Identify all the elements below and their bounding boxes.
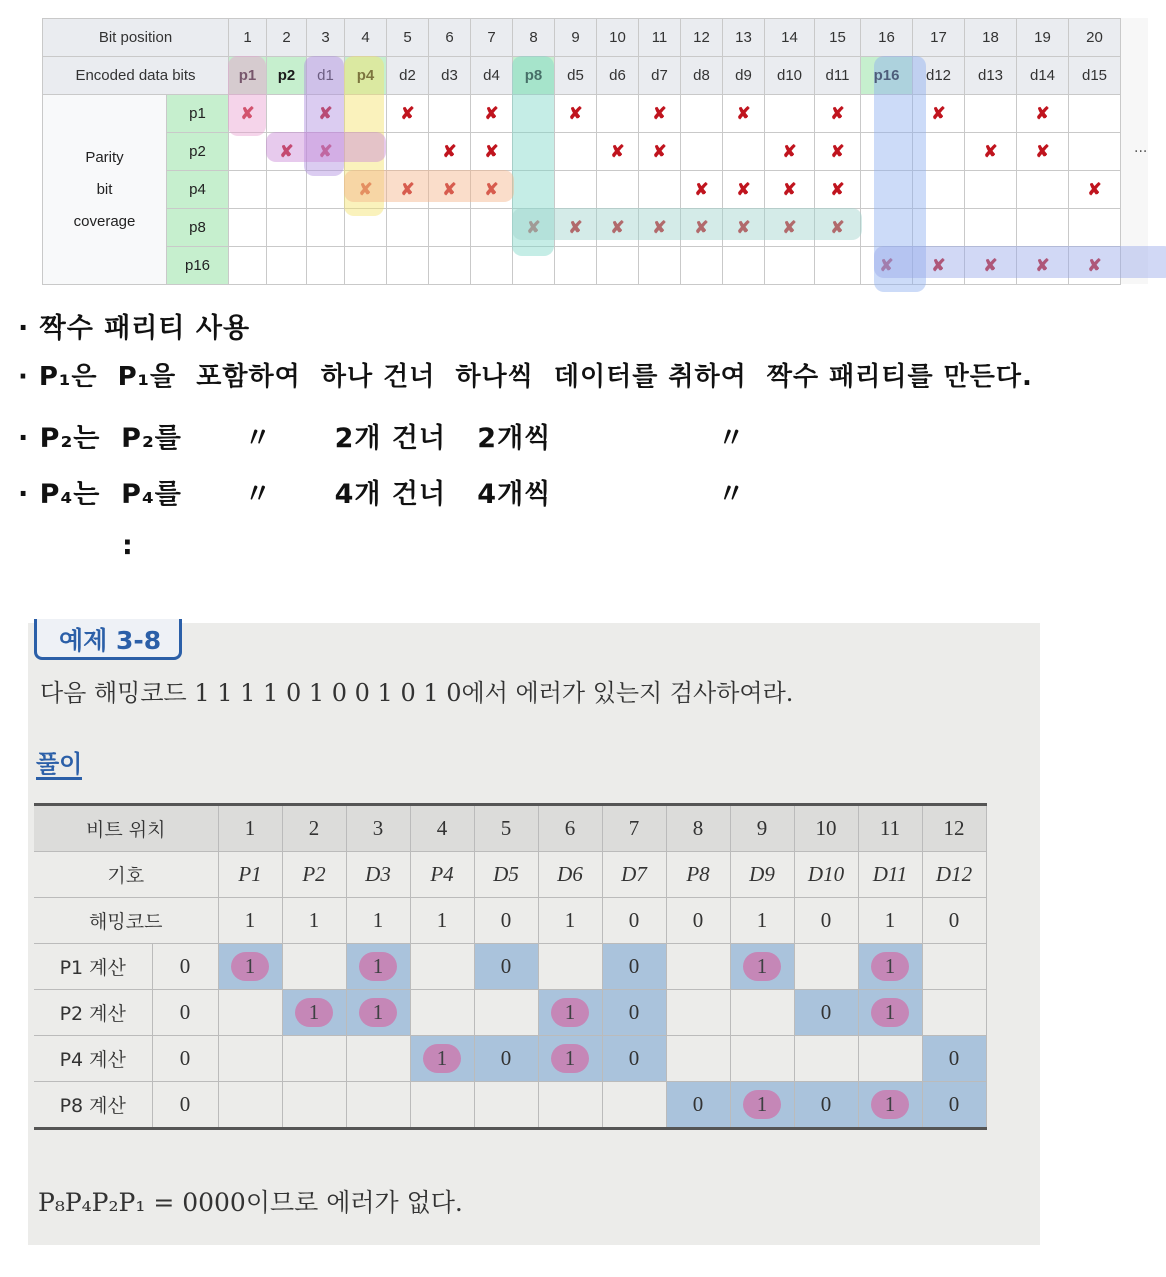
calc-cell: 0 xyxy=(474,944,538,990)
calc-cell: 0 xyxy=(602,1036,666,1082)
calc-cell xyxy=(218,944,282,990)
encoded-bit-cell: d1 xyxy=(307,57,345,95)
empty-cell xyxy=(861,209,913,247)
empty-cell xyxy=(861,133,913,171)
parity-row-label: p16 xyxy=(167,247,229,285)
empty-cell xyxy=(555,133,597,171)
empty-cell xyxy=(723,247,765,285)
bit-position-cell: 19 xyxy=(1017,19,1069,57)
bit-position-cell: 20 xyxy=(1069,19,1121,57)
empty-calc-cell xyxy=(282,1036,346,1082)
bit-position-cell: 13 xyxy=(723,19,765,57)
cross-mark-cell: ✘ xyxy=(429,133,471,171)
cross-mark-cell: ✘ xyxy=(765,171,815,209)
calc-cell xyxy=(346,944,410,990)
book-position-cell: 5 xyxy=(474,805,538,852)
empty-cell xyxy=(307,171,345,209)
bit-position-cell: 5 xyxy=(387,19,429,57)
book-position-cell: 7 xyxy=(602,805,666,852)
bit-position-label: Bit position xyxy=(43,19,229,57)
marked-one: 1 xyxy=(871,952,909,981)
marked-one: 1 xyxy=(743,952,781,981)
empty-calc-cell xyxy=(730,1036,794,1082)
example-title: 예제 3-8 xyxy=(34,619,182,660)
calc-cell: 0 xyxy=(922,1082,986,1129)
encoded-bit-cell: d2 xyxy=(387,57,429,95)
empty-calc-cell xyxy=(218,1082,282,1129)
calc-cell xyxy=(538,990,602,1036)
empty-cell xyxy=(345,95,387,133)
cross-mark-cell: ✘ xyxy=(681,209,723,247)
empty-cell xyxy=(387,133,429,171)
encoded-bit-cell: d10 xyxy=(765,57,815,95)
symbol-cell: P8 xyxy=(666,852,730,898)
cross-mark-cell: ✘ xyxy=(597,209,639,247)
book-position-cell: 9 xyxy=(730,805,794,852)
hamming-code-cell: 0 xyxy=(602,898,666,944)
empty-cell xyxy=(681,133,723,171)
solution-label: 풀이 xyxy=(36,750,83,778)
cross-mark-cell: ✘ xyxy=(1069,247,1121,285)
cross-mark-cell: ✘ xyxy=(471,133,513,171)
empty-cell xyxy=(307,209,345,247)
empty-cell xyxy=(555,171,597,209)
conclusion-text: P₈P₄P₂P₁ = 0000이므로 에러가 없다. xyxy=(38,1188,463,1217)
bit-position-cell: 17 xyxy=(913,19,965,57)
encoded-bit-cell: d3 xyxy=(429,57,471,95)
book-position-cell: 3 xyxy=(346,805,410,852)
cross-mark-cell: ✘ xyxy=(815,209,861,247)
marked-one: 1 xyxy=(871,1090,909,1119)
calc-cell xyxy=(858,1082,922,1129)
marked-one: 1 xyxy=(551,998,589,1027)
empty-calc-cell xyxy=(410,990,474,1036)
calc-row-label: P4 계산 xyxy=(34,1036,152,1082)
cross-mark-cell: ✘ xyxy=(1017,247,1069,285)
empty-cell xyxy=(1017,209,1069,247)
empty-calc-cell xyxy=(410,1082,474,1129)
empty-calc-cell xyxy=(474,990,538,1036)
bit-position-cell: 1 xyxy=(229,19,267,57)
parity-row-label: p1 xyxy=(167,95,229,133)
symbol-cell: P2 xyxy=(282,852,346,898)
empty-calc-cell xyxy=(346,1082,410,1129)
empty-calc-cell xyxy=(282,944,346,990)
note-line-1: · 짝수 패리티 사용 xyxy=(18,313,251,344)
calc-cell xyxy=(730,944,794,990)
calc-cell xyxy=(538,1036,602,1082)
cross-mark-cell: ✘ xyxy=(1069,171,1121,209)
symbol-cell: D6 xyxy=(538,852,602,898)
book-position-cell: 8 xyxy=(666,805,730,852)
empty-cell xyxy=(513,95,555,133)
encoded-bit-cell: d8 xyxy=(681,57,723,95)
symbol-cell: P1 xyxy=(218,852,282,898)
empty-calc-cell xyxy=(282,1082,346,1129)
symbol-cell: D5 xyxy=(474,852,538,898)
empty-calc-cell xyxy=(794,1036,858,1082)
note-line-3: · P₂는 P₂를 〃 2개 건너 2개씩 〃 xyxy=(18,423,746,454)
cross-mark-cell: ✘ xyxy=(307,133,345,171)
marked-one: 1 xyxy=(231,952,269,981)
empty-calc-cell xyxy=(346,1036,410,1082)
empty-cell xyxy=(229,133,267,171)
empty-cell xyxy=(1069,209,1121,247)
empty-cell xyxy=(267,171,307,209)
cross-mark-cell: ✘ xyxy=(913,95,965,133)
cross-mark-cell: ✘ xyxy=(471,171,513,209)
empty-cell xyxy=(765,95,815,133)
empty-calc-cell xyxy=(538,1082,602,1129)
cross-mark-cell: ✘ xyxy=(723,209,765,247)
cross-mark-cell: ✘ xyxy=(765,209,815,247)
calc-row-result: 0 xyxy=(152,1082,218,1129)
cross-mark-cell: ✘ xyxy=(387,95,429,133)
encoded-bit-cell: p8 xyxy=(513,57,555,95)
cross-mark-cell: ✘ xyxy=(471,95,513,133)
cross-mark-cell: ✘ xyxy=(555,95,597,133)
hamming-code-label: 해밍코드 xyxy=(34,898,218,944)
example-problem: 다음 해밍코드 1 1 1 1 0 1 0 0 1 0 1 0에서 에러가 있는지 검사하여라. xyxy=(40,679,794,707)
encoded-bit-cell: p4 xyxy=(345,57,387,95)
parity-row-label: p4 xyxy=(167,171,229,209)
calc-cell: 0 xyxy=(794,1082,858,1129)
symbol-cell: D7 xyxy=(602,852,666,898)
empty-cell xyxy=(513,171,555,209)
cross-mark-cell: ✘ xyxy=(723,95,765,133)
empty-cell xyxy=(861,171,913,209)
encoded-bit-cell: d5 xyxy=(555,57,597,95)
parity-row-label: p8 xyxy=(167,209,229,247)
calc-cell xyxy=(410,1036,474,1082)
calc-row-result: 0 xyxy=(152,944,218,990)
empty-cell xyxy=(267,209,307,247)
calc-cell xyxy=(858,944,922,990)
empty-cell xyxy=(387,209,429,247)
marked-one: 1 xyxy=(743,1090,781,1119)
cross-mark-cell: ✘ xyxy=(965,247,1017,285)
empty-cell xyxy=(229,171,267,209)
encoded-data-label: Encoded data bits xyxy=(43,57,229,95)
calc-cell: 0 xyxy=(602,944,666,990)
hamming-code-cell: 1 xyxy=(730,898,794,944)
empty-cell xyxy=(387,247,429,285)
encoded-bit-cell: d14 xyxy=(1017,57,1069,95)
calc-cell xyxy=(730,1082,794,1129)
empty-calc-cell xyxy=(730,990,794,1036)
symbol-cell: D11 xyxy=(858,852,922,898)
calc-cell: 0 xyxy=(474,1036,538,1082)
marked-one: 1 xyxy=(359,998,397,1027)
symbol-cell: D10 xyxy=(794,852,858,898)
hamming-code-cell: 0 xyxy=(794,898,858,944)
cross-mark-cell: ✘ xyxy=(513,209,555,247)
encoded-bit-cell: p16 xyxy=(861,57,913,95)
coverage-table-panel xyxy=(42,18,1148,284)
calc-row-label: P8 계산 xyxy=(34,1082,152,1129)
note-line-4: · P₄는 P₄를 〃 4개 건너 4개씩 〃 xyxy=(18,479,746,510)
hamming-code-cell: 0 xyxy=(666,898,730,944)
calc-cell: 0 xyxy=(794,990,858,1036)
encoded-bit-cell: d11 xyxy=(815,57,861,95)
encoded-bit-cell: p2 xyxy=(267,57,307,95)
book-position-cell: 1 xyxy=(218,805,282,852)
empty-cell xyxy=(815,247,861,285)
cross-mark-cell: ✘ xyxy=(815,171,861,209)
bit-position-cell: 15 xyxy=(815,19,861,57)
textbook-photo xyxy=(28,623,1040,1245)
marked-one: 1 xyxy=(295,998,333,1027)
marked-one: 1 xyxy=(359,952,397,981)
empty-cell xyxy=(965,95,1017,133)
empty-cell xyxy=(429,209,471,247)
empty-cell xyxy=(555,247,597,285)
symbol-cell: P4 xyxy=(410,852,474,898)
hamming-check-table xyxy=(34,803,987,1130)
book-position-cell: 2 xyxy=(282,805,346,852)
encoded-bit-cell: d4 xyxy=(471,57,513,95)
marked-one: 1 xyxy=(871,998,909,1027)
encoded-bit-cell: p1 xyxy=(229,57,267,95)
cross-mark-cell: ✘ xyxy=(267,133,307,171)
hamming-code-cell: 1 xyxy=(346,898,410,944)
cross-mark-cell: ✘ xyxy=(681,171,723,209)
encoded-bit-cell: d6 xyxy=(597,57,639,95)
cross-mark-cell: ✘ xyxy=(815,133,861,171)
bit-position-cell: 6 xyxy=(429,19,471,57)
parity-coverage-group-label xyxy=(43,95,167,285)
calc-cell xyxy=(346,990,410,1036)
calc-cell xyxy=(282,990,346,1036)
group-label-line: Parity xyxy=(85,148,124,166)
cross-mark-cell: ✘ xyxy=(639,95,681,133)
encoded-bit-cell: d9 xyxy=(723,57,765,95)
cross-mark-cell: ✘ xyxy=(861,247,913,285)
empty-cell xyxy=(345,133,387,171)
empty-cell xyxy=(429,95,471,133)
book-position-cell: 10 xyxy=(794,805,858,852)
empty-cell xyxy=(267,95,307,133)
empty-cell xyxy=(639,171,681,209)
empty-cell xyxy=(965,209,1017,247)
marked-one: 1 xyxy=(551,1044,589,1073)
empty-cell xyxy=(681,247,723,285)
symbol-cell: D9 xyxy=(730,852,794,898)
empty-cell xyxy=(513,247,555,285)
empty-cell xyxy=(913,209,965,247)
cross-mark-cell: ✘ xyxy=(429,171,471,209)
empty-calc-cell xyxy=(602,1082,666,1129)
empty-cell xyxy=(1069,133,1121,171)
calc-cell: 0 xyxy=(922,1036,986,1082)
empty-calc-cell xyxy=(922,990,986,1036)
empty-cell xyxy=(229,209,267,247)
empty-cell xyxy=(681,95,723,133)
book-position-cell: 12 xyxy=(922,805,986,852)
cross-mark-cell: ✘ xyxy=(307,95,345,133)
hamming-code-cell: 1 xyxy=(410,898,474,944)
parity-row-label: p2 xyxy=(167,133,229,171)
cross-mark-cell: ✘ xyxy=(1017,133,1069,171)
bit-position-cell: 14 xyxy=(765,19,815,57)
encoded-bit-cell: d15 xyxy=(1069,57,1121,95)
cross-mark-cell: ✘ xyxy=(639,133,681,171)
empty-calc-cell xyxy=(474,1082,538,1129)
empty-calc-cell xyxy=(666,944,730,990)
empty-cell xyxy=(861,95,913,133)
bit-position-cell: 18 xyxy=(965,19,1017,57)
bit-position-cell: 10 xyxy=(597,19,639,57)
parity-coverage-table xyxy=(42,18,1121,285)
cross-mark-cell: ✘ xyxy=(345,171,387,209)
calc-cell: 0 xyxy=(602,990,666,1036)
book-position-cell: 6 xyxy=(538,805,602,852)
empty-cell xyxy=(229,247,267,285)
cross-mark-cell: ✘ xyxy=(229,95,267,133)
empty-calc-cell xyxy=(858,1036,922,1082)
empty-cell xyxy=(597,95,639,133)
calc-row-label: P2 계산 xyxy=(34,990,152,1036)
empty-cell xyxy=(639,247,681,285)
bit-position-header: 비트 위치 xyxy=(34,805,218,852)
empty-calc-cell xyxy=(218,990,282,1036)
encoded-bit-cell: d13 xyxy=(965,57,1017,95)
hamming-code-cell: 1 xyxy=(282,898,346,944)
calc-row-result: 0 xyxy=(152,1036,218,1082)
cross-mark-cell: ✘ xyxy=(387,171,429,209)
bit-position-cell: 16 xyxy=(861,19,913,57)
bit-position-cell: 2 xyxy=(267,19,307,57)
hamming-code-cell: 1 xyxy=(858,898,922,944)
empty-cell xyxy=(513,133,555,171)
empty-cell xyxy=(965,171,1017,209)
empty-calc-cell xyxy=(922,944,986,990)
empty-cell xyxy=(267,247,307,285)
empty-cell xyxy=(597,247,639,285)
cross-mark-cell: ✘ xyxy=(765,133,815,171)
symbol-cell: D12 xyxy=(922,852,986,898)
empty-calc-cell xyxy=(410,944,474,990)
empty-cell xyxy=(765,247,815,285)
bit-position-cell: 3 xyxy=(307,19,345,57)
cross-mark-cell: ✘ xyxy=(815,95,861,133)
symbol-cell: D3 xyxy=(346,852,410,898)
book-position-cell: 11 xyxy=(858,805,922,852)
note-line-2: · P₁은 P₁을 포함하여 하나 건너 하나씩 데이터를 취하여 짝수 패리티를 만든다. xyxy=(18,362,1033,392)
calc-cell xyxy=(858,990,922,1036)
empty-cell xyxy=(913,133,965,171)
note-line-5: : xyxy=(18,530,134,561)
empty-cell xyxy=(723,133,765,171)
empty-cell xyxy=(345,247,387,285)
bit-position-cell: 4 xyxy=(345,19,387,57)
book-position-cell: 4 xyxy=(410,805,474,852)
empty-calc-cell xyxy=(538,944,602,990)
bit-position-cell: 12 xyxy=(681,19,723,57)
symbol-label: 기호 xyxy=(34,852,218,898)
calc-cell: 0 xyxy=(666,1082,730,1129)
empty-cell xyxy=(913,171,965,209)
cross-mark-cell: ✘ xyxy=(723,171,765,209)
ellipsis-right: ... xyxy=(1134,140,1148,156)
empty-cell xyxy=(307,247,345,285)
bit-position-cell: 7 xyxy=(471,19,513,57)
cross-mark-cell: ✘ xyxy=(597,133,639,171)
cross-mark-cell: ✘ xyxy=(965,133,1017,171)
marked-one: 1 xyxy=(423,1044,461,1073)
cross-mark-cell: ✘ xyxy=(1017,95,1069,133)
empty-cell xyxy=(429,247,471,285)
cross-mark-cell: ✘ xyxy=(913,247,965,285)
empty-cell xyxy=(471,209,513,247)
empty-calc-cell xyxy=(666,990,730,1036)
hamming-code-cell: 0 xyxy=(474,898,538,944)
hamming-code-cell: 1 xyxy=(218,898,282,944)
empty-cell xyxy=(597,171,639,209)
hamming-code-cell: 0 xyxy=(922,898,986,944)
empty-cell xyxy=(345,209,387,247)
empty-cell xyxy=(471,247,513,285)
group-label-line: bit xyxy=(96,180,113,198)
calc-row-result: 0 xyxy=(152,990,218,1036)
empty-calc-cell xyxy=(666,1036,730,1082)
cross-mark-cell: ✘ xyxy=(639,209,681,247)
bit-position-cell: 11 xyxy=(639,19,681,57)
group-label-line: coverage xyxy=(73,212,136,230)
encoded-bit-cell: d7 xyxy=(639,57,681,95)
bit-position-cell: 9 xyxy=(555,19,597,57)
bit-position-cell: 8 xyxy=(513,19,555,57)
empty-cell xyxy=(1069,95,1121,133)
hamming-code-cell: 1 xyxy=(538,898,602,944)
cross-mark-cell: ✘ xyxy=(555,209,597,247)
encoded-bit-cell: d12 xyxy=(913,57,965,95)
empty-cell xyxy=(1017,171,1069,209)
calc-row-label: P1 계산 xyxy=(34,944,152,990)
empty-calc-cell xyxy=(218,1036,282,1082)
empty-calc-cell xyxy=(794,944,858,990)
